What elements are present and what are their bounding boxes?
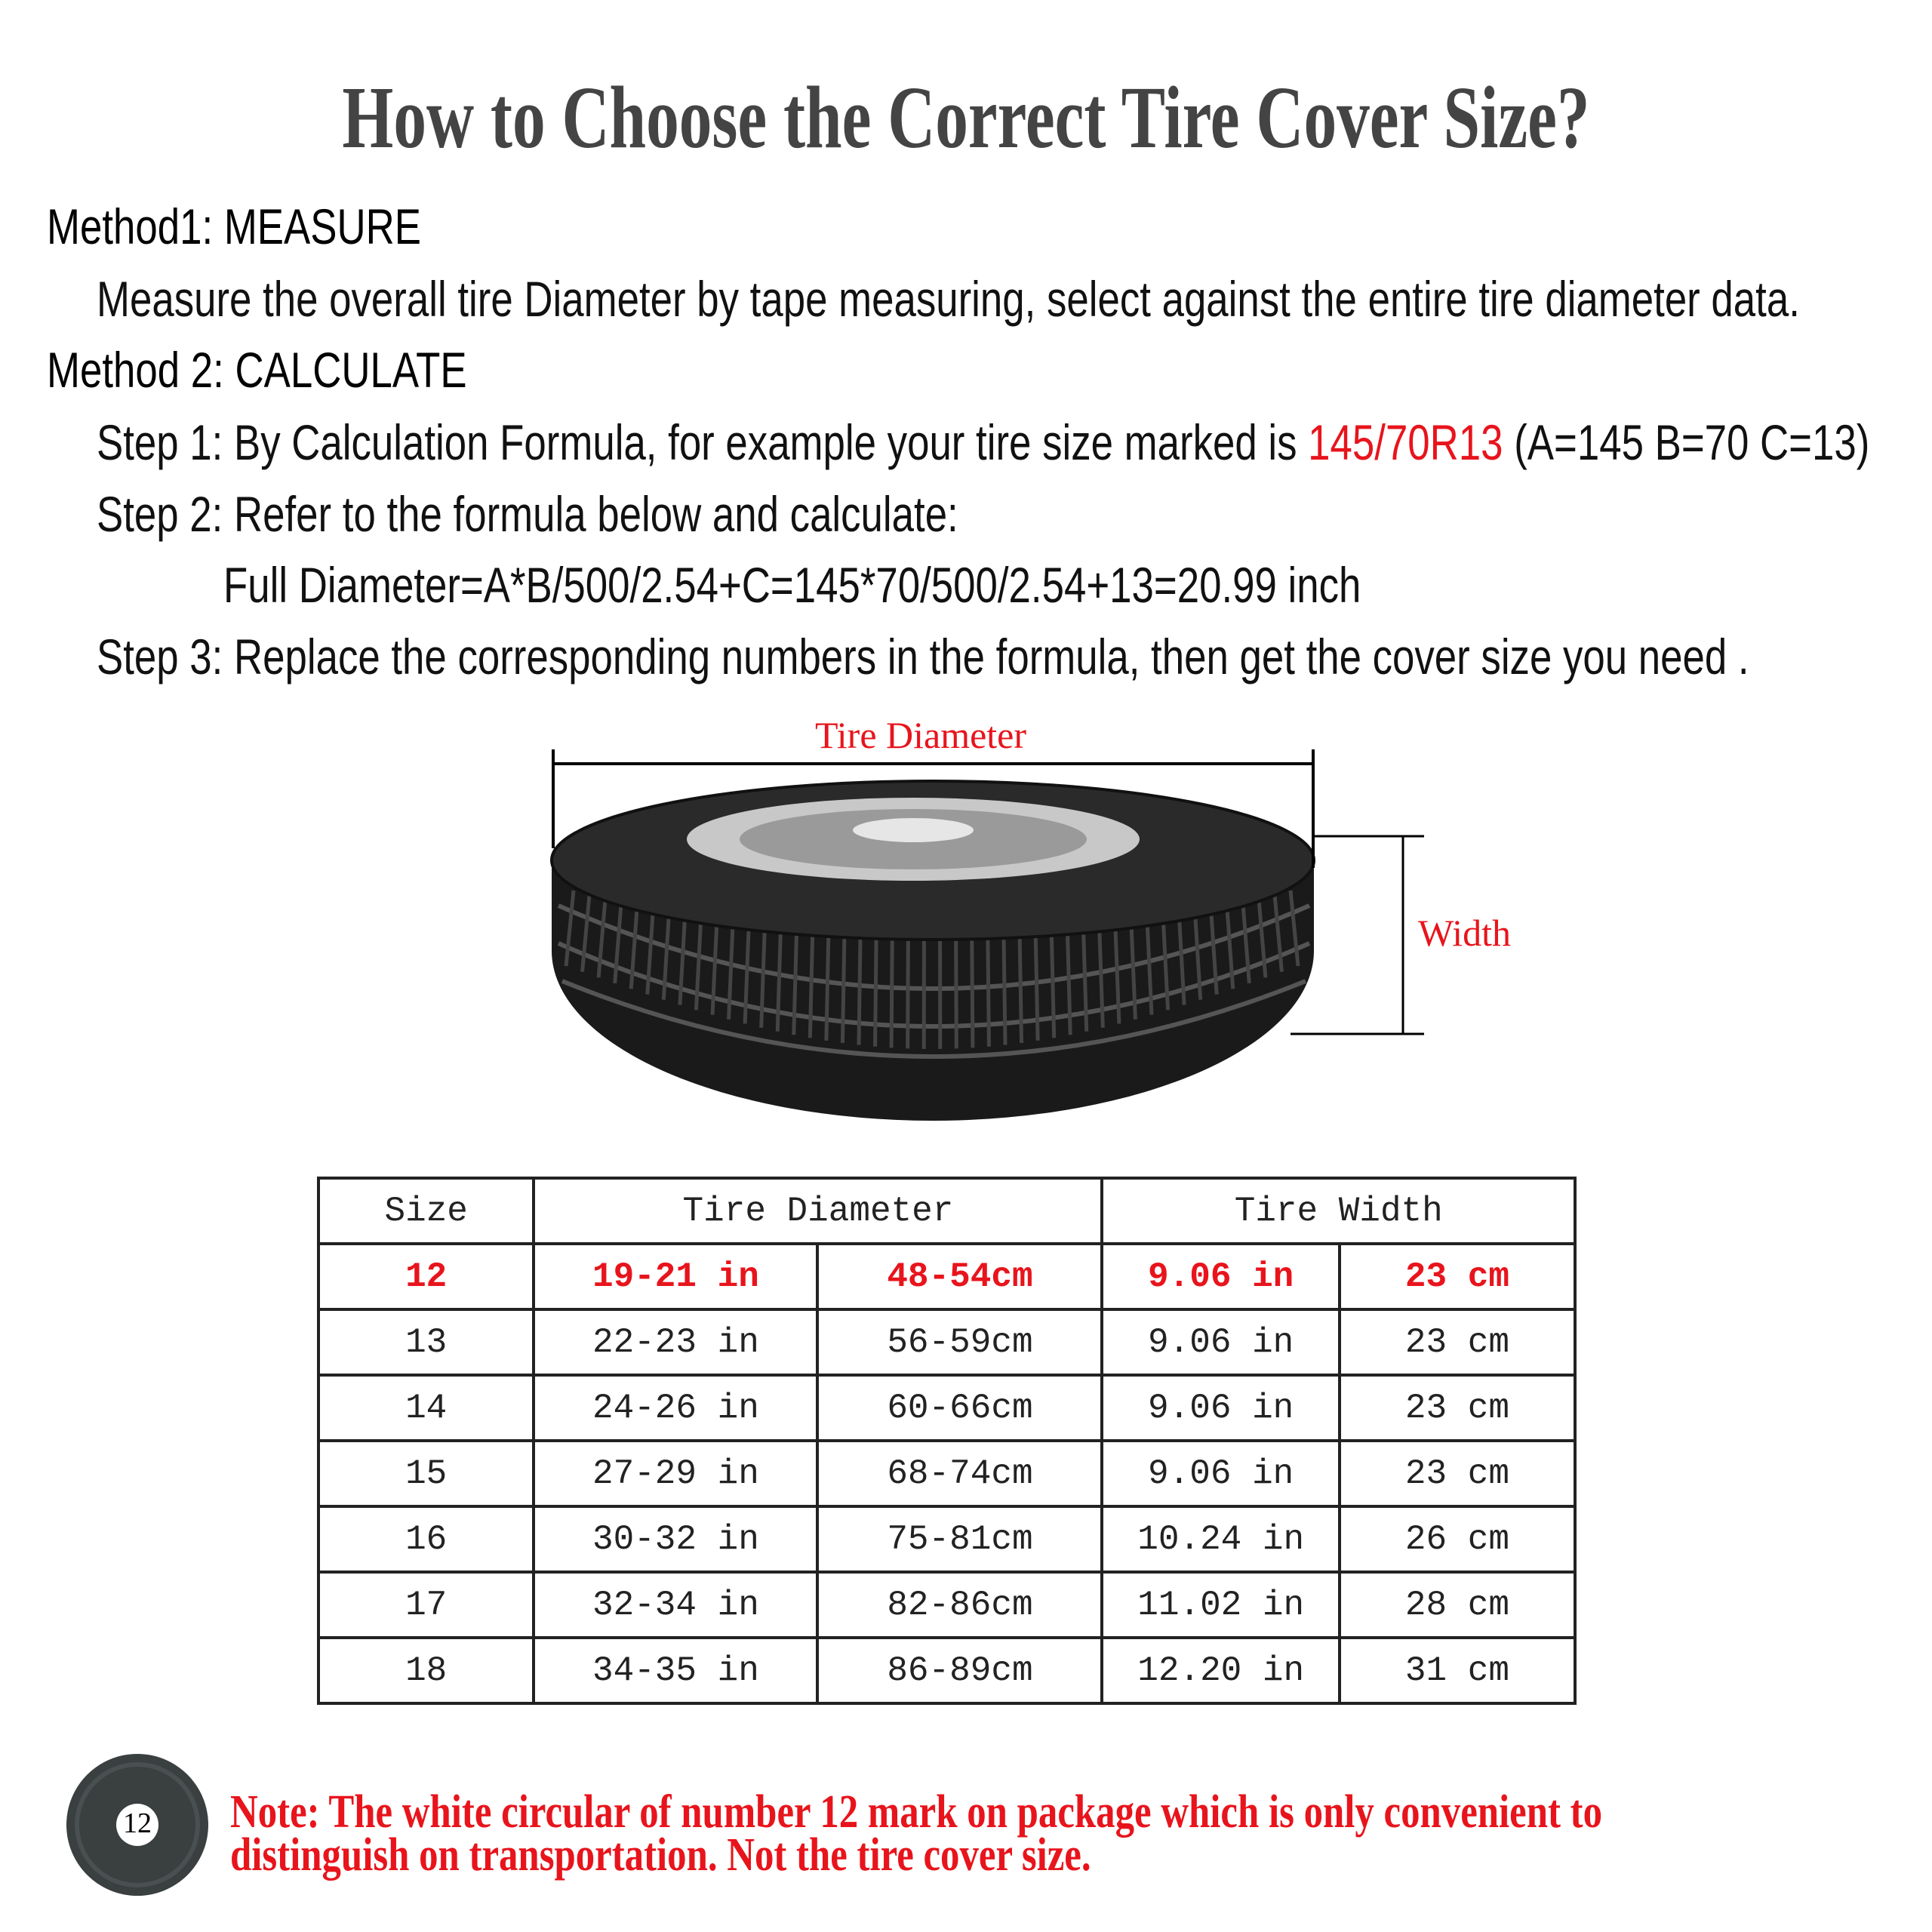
cell-width-in: 10.24 in	[1102, 1506, 1339, 1572]
cell-diameter-cm: 60-66cm	[817, 1375, 1102, 1441]
cell-size: 13	[318, 1309, 534, 1375]
cell-width-cm: 23 cm	[1340, 1375, 1575, 1441]
size-table	[317, 1177, 1577, 1705]
step1-text: Step 1: By Calculation Formula, for example your tire size marked is 145/70R13 (A=145 B=70 C=13)	[97, 414, 1870, 470]
step3-text: Step 3: Replace the corresponding numbers in the formula, then get the cover size you need .	[97, 629, 1749, 685]
cell-width-in: 9.06 in	[1102, 1441, 1339, 1506]
cell-width-cm: 28 cm	[1340, 1572, 1575, 1638]
cell-size: 16	[318, 1506, 534, 1572]
cell-diameter-cm: 82-86cm	[817, 1572, 1102, 1638]
table-row	[318, 1309, 1575, 1375]
header-size: Size	[318, 1178, 534, 1244]
example-size: 145/70R13	[1308, 414, 1503, 470]
cell-diameter-cm: 68-74cm	[817, 1441, 1102, 1506]
step2-text: Step 2: Refer to the formula below and calculate:	[97, 486, 958, 542]
table-row	[318, 1572, 1575, 1638]
note-line-2: distinguish on transportation. Not the tire cover size.	[230, 1829, 1091, 1881]
note-line-1: Note: The white circular of number 12 mark on package which is only convenient to	[230, 1786, 1603, 1838]
cell-diameter-cm: 75-81cm	[817, 1506, 1102, 1572]
cell-diameter-cm: 56-59cm	[817, 1309, 1102, 1375]
cell-diameter-in: 22-23 in	[534, 1309, 817, 1375]
cell-diameter-in: 32-34 in	[534, 1572, 817, 1638]
cell-width-cm: 23 cm	[1340, 1244, 1575, 1309]
formula-text: Full Diameter=A*B/500/2.54+C=145*70/500/2.54+13=20.99 inch	[223, 557, 1361, 613]
method1-heading: Method1: MEASURE	[47, 198, 421, 254]
cell-size: 17	[318, 1572, 534, 1638]
table-header	[318, 1178, 1575, 1244]
table-row	[318, 1638, 1575, 1703]
method1-text: Measure the overall tire Diameter by tape measuring, select against the entire tire diameter data.	[97, 271, 1800, 327]
cell-width-in: 12.20 in	[1102, 1638, 1339, 1703]
cell-diameter-in: 30-32 in	[534, 1506, 817, 1572]
table-row	[318, 1441, 1575, 1506]
cell-size: 18	[318, 1638, 534, 1703]
cell-size: 12	[318, 1244, 534, 1309]
badge-number: 12	[123, 1807, 152, 1839]
cell-diameter-in: 19-21 in	[534, 1244, 817, 1309]
cell-width-cm: 31 cm	[1340, 1638, 1575, 1703]
cell-width-cm: 23 cm	[1340, 1441, 1575, 1506]
cell-width-in: 11.02 in	[1102, 1572, 1339, 1638]
table-row	[318, 1244, 1575, 1309]
page-title: How to Choose the Correct Tire Cover Size?	[342, 68, 1590, 167]
table-row	[318, 1375, 1575, 1441]
width-label: Width	[1418, 912, 1511, 954]
table-row	[318, 1506, 1575, 1572]
cell-size: 14	[318, 1375, 534, 1441]
method2-heading: Method 2: CALCULATE	[47, 342, 467, 398]
cell-diameter-cm: 48-54cm	[817, 1244, 1102, 1309]
cell-width-cm: 23 cm	[1340, 1309, 1575, 1375]
cell-width-in: 9.06 in	[1102, 1375, 1339, 1441]
cell-diameter-in: 27-29 in	[534, 1441, 817, 1506]
cell-width-cm: 26 cm	[1340, 1506, 1575, 1572]
tire-illustration	[552, 781, 1314, 1121]
cell-width-in: 9.06 in	[1102, 1309, 1339, 1375]
tire-diameter-label: Tire Diameter	[815, 714, 1027, 756]
header-tire-width: Tire Width	[1102, 1178, 1575, 1244]
header-tire-diameter: Tire Diameter	[534, 1178, 1102, 1244]
cell-diameter-in: 34-35 in	[534, 1638, 817, 1703]
cell-size: 15	[318, 1441, 534, 1506]
cell-diameter-cm: 86-89cm	[817, 1638, 1102, 1703]
cell-diameter-in: 24-26 in	[534, 1375, 817, 1441]
cell-width-in: 9.06 in	[1102, 1244, 1339, 1309]
